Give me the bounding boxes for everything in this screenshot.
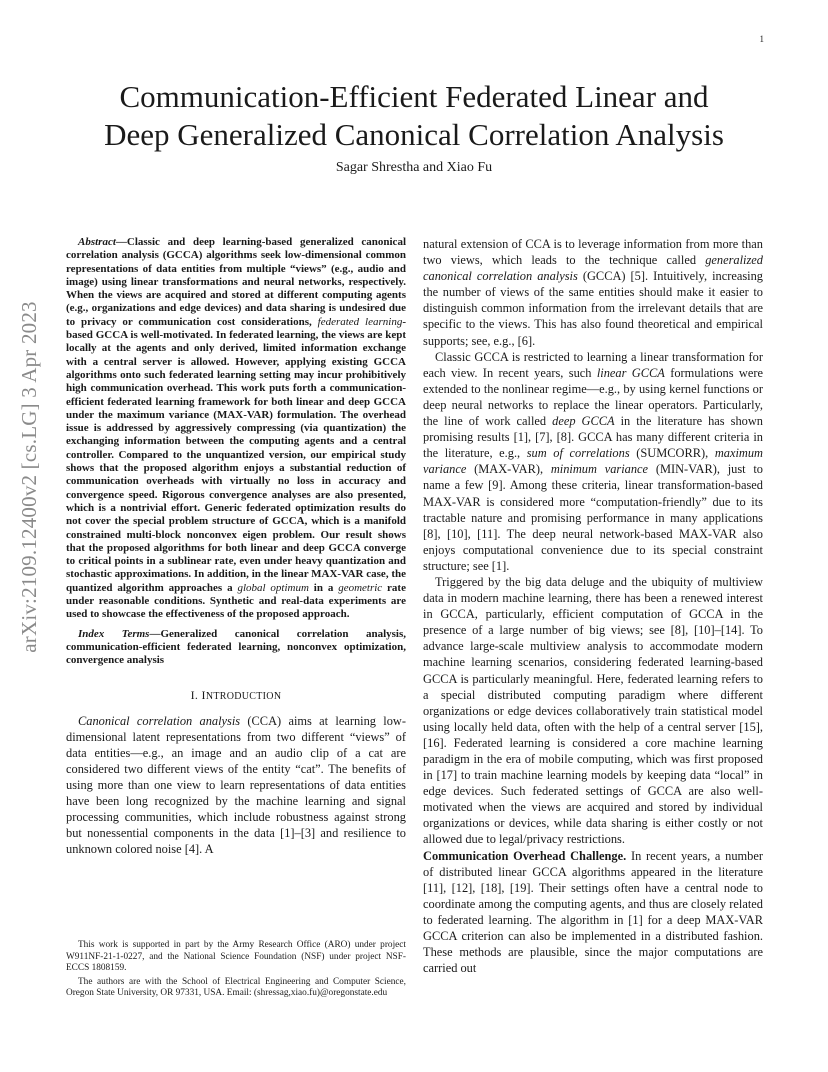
abstract [66, 236, 406, 622]
page-number: 1 [759, 34, 764, 44]
abstract-emph-1: federated learning [317, 315, 403, 328]
abstract-label: Abstract [78, 236, 116, 248]
abstract-text-2: -based GCCA is well-motivated. In federated learning, the views are kept locally at the agents and only derived, limited information exchange with a central server is allowed. However, applying existing GCCA algorithms onto such federated learning setting may incur prohibitively high communication overhead. This work puts forth a communication-efficient federated learning framework for both linear and deep GCCA under the maximum variance (MAX-VAR) formulation. The overhead issue is addressed by aggressively compressing (via quantization) the exchanging information between the computing agents and a central controller. Compared to the unquantized version, our empirical study shows that the proposed algorithm enjoys a substantial reduction of communication overheads with virtually no loss in accuracy and convergence speed. Rigorous convergence analyses are also presented, which is a nontrivial effort. Generic federated optimization results do not cover the special problem structure of GCCA, which is a manifold constrained multi-block nonconvex eigen problem. Our result shows that the proposed algorithms for both linear and deep GCCA converge to critical points in a sublinear rate, even under heavy quantization and stochastic approximations. In addition, in the linear MAX-VAR case, the quantized algorithm approaches a [66, 315, 406, 594]
p4-run-in-heading: Communication Overhead Challenge. [423, 848, 627, 863]
paragraph-3: Triggered by the big data deluge and the ubiquity of multiview data in modern machine learning, there has been a renewed interest in GCCA, particularly, efficient computation of GCCA in the presence of a large number of big views; see [8], [10]–[14]. To advance large-scale multiview analysis to accommodate modern machine learning scenarios, considering federated learning-based GCCA is particularly meaningful. Here, federated learning refers to a special distributed computing paradigm where different organizations or edge devices collaboratively train statistical model using locally held data, often with the help of a central server [15], [16]. Federated learning is considered a core machine learning paradigm in the era of mobile computing, which was first proposed in [17] to train machine learning models by keeping data “local” in edge devices. Such federated settings of GCCA are also well-motivated when the views are acquired and stored by individual organizations or devices, while data sharing is either costly or not allowed due to legal/privacy restrictions. [423, 574, 763, 847]
index-terms-label: Index Terms [78, 627, 150, 640]
p2-emph-3: sum of correlations [526, 446, 630, 461]
title-line-2: Deep Generalized Canonical Correlation Analysis [104, 117, 724, 152]
author-list: Sagar Shrestha and Xiao Fu [335, 160, 493, 175]
p4-text: In recent years, a number of distributed linear GCCA algorithms appeared in the literature [11], [12], [18], [19]. Their settings often have a central node to coordinate among the computing agents, and thus are closely related to federated learning. The algorithm in [1] for a deep MAX-VAR GCCA criterion can also be implemented in a distributed fashion. These methods are plausible, since the major computations are carried out [423, 848, 763, 976]
index-terms [66, 628, 406, 668]
intro-emph: Canonical correlation analysis [78, 713, 241, 728]
p1-text-a: natural extension of CCA is to leverage information from more than two views, which leads to the technique called [423, 237, 763, 268]
abstract-text-1: —Classic and deep learning-based generalized canonical correlation analysis (GCCA) algorithms seek low-dimensional common representations of data entities from multiple “views” (e.g., audio and image) using linear transformations and neural networks, respectively. When the views are acquired and stored at different computing agents (e.g., organizations and edge devices) and data sharing is undesired due to privacy or communication cost considerations, [66, 236, 406, 328]
intro-text: (CCA) aims at learning low-dimensional latent representations from two different “views” of data entities—e.g., an image and an audio clip of a cat are considered two different views of the entity “cat”. The benefits of using more than one view to learn representations of data entities have been long recognized by the machine learning and signal processing communities, which include robustness against strong but nonessential components in the data [1]–[3] and resilience to unknown colored noise [4]. A [66, 713, 406, 857]
left-column [66, 236, 406, 857]
p2-text-a: Classic GCCA is restricted to learning a linear transformation for each view. In recent years, such [423, 349, 763, 380]
footnote-funding: This work is supported in part by the Army Research Office (ARO) under project W911NF-21-1-0227, and the National Science Foundation (NSF) under project NSF-ECCS 1808159. [66, 940, 406, 974]
abstract-emph-3: geometric [338, 581, 383, 594]
paragraph-1 [423, 236, 763, 349]
abstract-text-4: rate under reasonable conditions. Synthetic and real-data experiments are used to showcase the effectiveness of the proposed approach. [66, 581, 406, 621]
p2-text-b: formulations were extended to the nonlinear regime—e.g., by using kernel functions or deep neural networks to replace the linear operators. Particularly, the line of work called [423, 365, 763, 429]
arxiv-identifier-stamp: arXiv:2109.12400v2 [cs.LG] 3 Apr 2023 [17, 301, 41, 653]
section-title-rest: NTRODUCTION [205, 690, 282, 702]
section-heading-introduction [66, 687, 406, 705]
paragraph-4 [423, 848, 763, 977]
paper-title [60, 78, 768, 154]
p2-emph-2: deep GCCA [552, 414, 615, 429]
footnotes [66, 940, 406, 1002]
p2-text-e: (MAX-VAR), [466, 462, 551, 477]
p2-emph-5: minimum variance [550, 462, 649, 477]
intro-paragraph [66, 713, 406, 858]
footnote-affiliation: The authors are with the School of Electrical Engineering and Computer Science, Oregon State University, OR 97331, USA. Email: (shressag,xiao.fu)@oregonstate.edu [66, 976, 406, 999]
section-numeral: I. I [190, 687, 206, 702]
p2-emph-1: linear GCCA [596, 365, 665, 380]
right-column [423, 236, 763, 976]
abstract-text-3: in a [308, 581, 339, 594]
p2-text-f: (MIN-VAR), just to name a few [9]. Among these criteria, linear transformation-based MAX-VAR is considered more “computation-friendly” due to its tractable nature and promising performance in many applications [8], [10], [11]. The deep neural network-based MAX-VAR also enjoys computational convenience due to its special constraint structure; see [1]. [423, 462, 763, 573]
paragraph-2 [423, 349, 763, 574]
p2-text-c: in the literature has shown promising results [1], [7], [8]. GCCA has many different criteria in the literature, e.g., [423, 414, 763, 461]
index-terms-text: —Generalized canonical correlation analysis, communication-efficient federated learning, nonconvex optimization, convergence analysis [66, 627, 406, 667]
abstract-emph-2: global optimum [237, 581, 309, 594]
p1-emph: generalized canonical correlation analysis [423, 253, 763, 284]
p2-emph-4: maximum variance [423, 446, 763, 477]
title-line-1: Communication-Efficient Federated Linear and [119, 79, 709, 114]
p2-text-d: (SUMCORR), [629, 446, 715, 461]
p1-text-b: (GCCA) [5]. Intuitively, increasing the number of views of the same entities should make it easier to distinguish common information from the irrelevant details that are specific to the views. This has also found theoretical and empirical supports; see, e.g., [6]. [423, 269, 763, 348]
